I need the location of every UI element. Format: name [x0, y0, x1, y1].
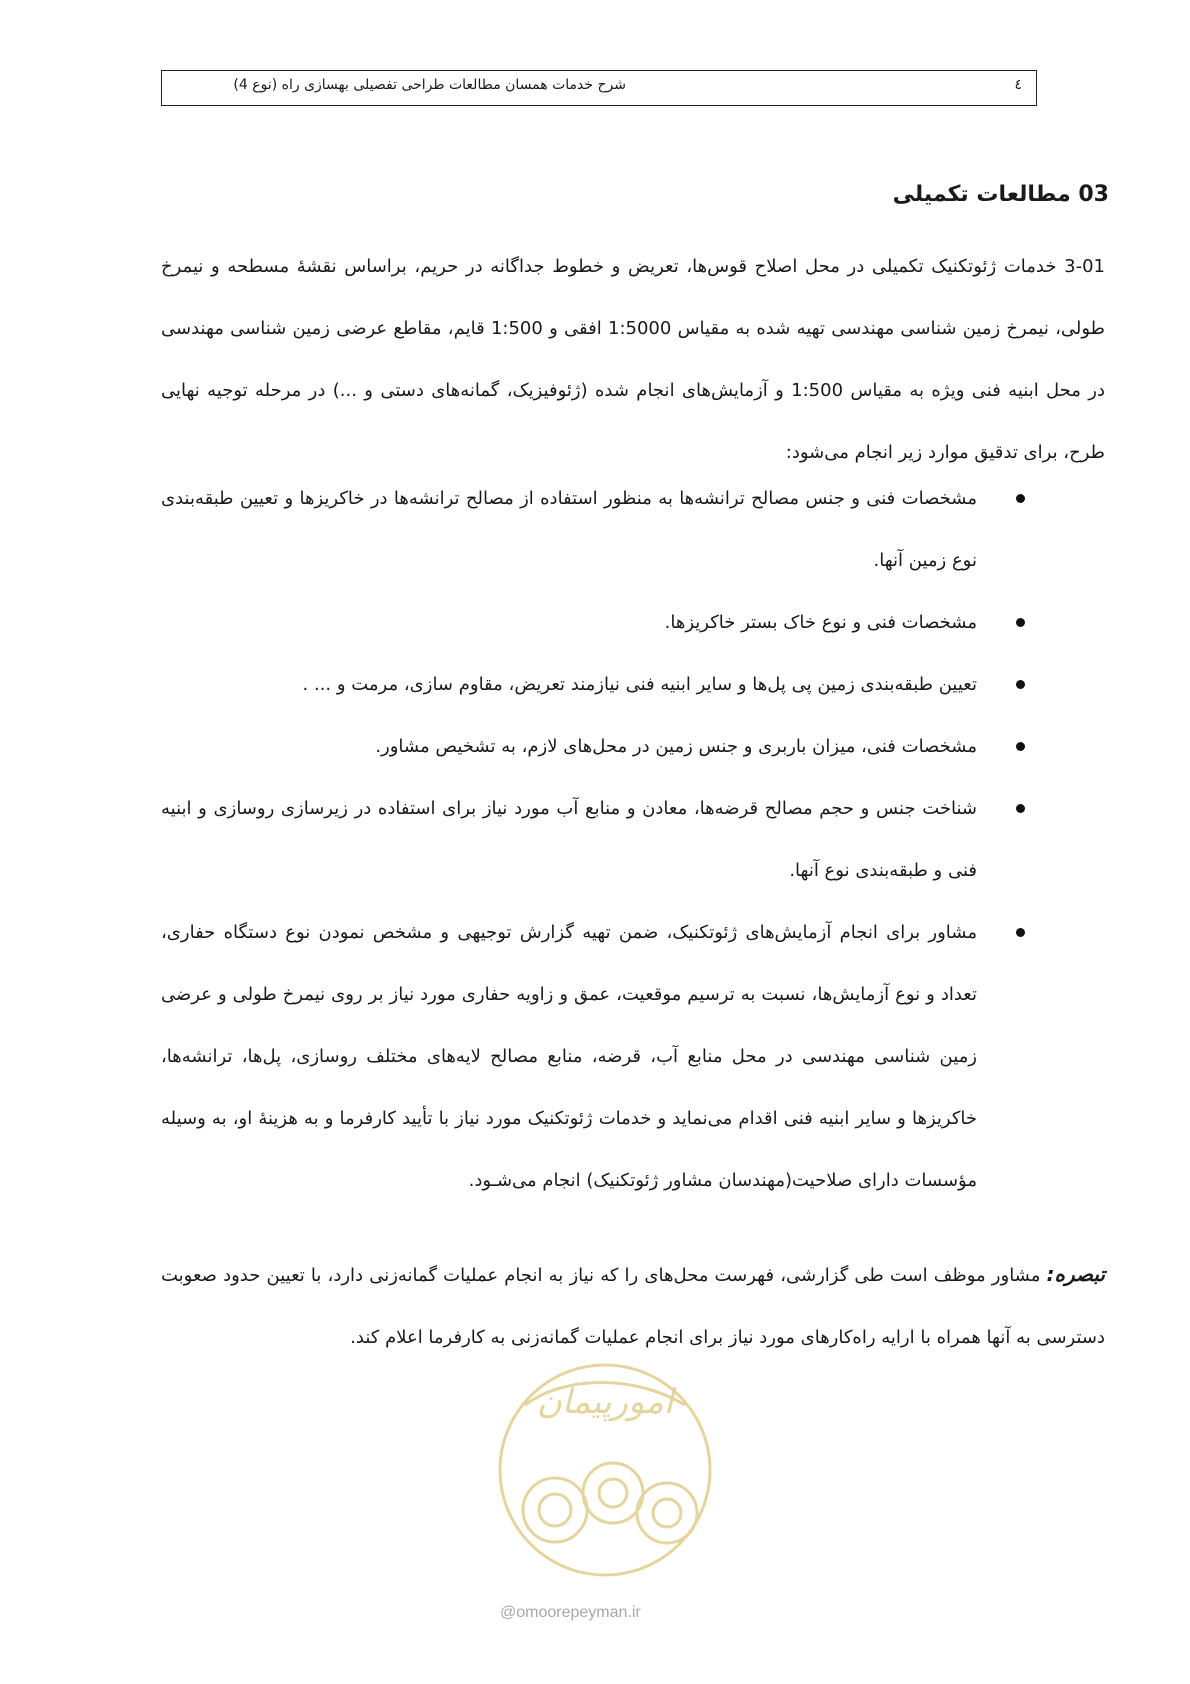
bullet-icon [1016, 618, 1025, 627]
list-item [161, 654, 1105, 716]
list-item [161, 902, 1105, 1212]
page-header [161, 70, 1037, 106]
header-title: شرح خدمات همسان مطالعات طراحی تفصیلی بهسازی راه (نوع 4) [233, 77, 626, 93]
list-item-text: مشخصات فنی و جنس مصالح ترانشه‌ها به منظور استفاده از مصالح ترانشه‌ها در خاکریزها و تعیین طبقه‌بندی نوع زمین آنها. [161, 488, 977, 571]
list-item-text: شناخت جنس و حجم مصالح قرضه‌ها، معادن و منابع آب مورد نیاز برای استفاده در زیرسازی روسازی و ابنیه فنی و طبقه‌بندی نوع آنها. [161, 798, 977, 881]
list-item-text: تعیین طبقه‌بندی زمین پی پل‌ها و سایر ابنیه فنی نیازمند تعریض، مقاوم سازی، مرمت و ... . [302, 674, 977, 695]
bullet-icon [1016, 742, 1025, 751]
page-number: ٤ [1014, 77, 1022, 93]
list-item-text: مشاور برای انجام آزمایش‌های ژئوتکنیک، ضمن تهیه گزارش توجیهی و مشخص نمودن نوع دستگاه حفاری، تعداد و نوع آزمایش‌ها، نسبت به ترسیم موقعیت، عمق و زاویه حفاری مورد نیاز بر روی نیمرخ طولی و عرضی زمین شناسی مهندسی در محل منابع آب، قرضه، منابع مصالح لایه‌های مختلف روسازی، پل‌ها، ترانشه‌ها، خاکریزها و سایر ابنیه فنی اقدام می‌نماید و خدمات ژئوتکنیک مورد نیاز با تأیید کارفرما و به هزینهٔ او، به وسیله مؤسسات دارای صلاحیت(مهندسان مشاور ژئوتکنیک) انجام می‌شـود. [161, 922, 977, 1191]
list-item [161, 716, 1105, 778]
list-item-text: مشخصات فنی، میزان باربری و جنس زمین در محل‌های لازم، به تشخیص مشاور. [375, 736, 977, 757]
note-text: مشاور موظف است طی گزارشی، فهرست محل‌های را که نیاز به انجام عملیات گمانه‌زنی دارد، با تعیین حدود صعوبت دسترسی به آنها همراه با ارایه راه‌کارهای مورد نیاز برای انجام عملیات گمانه‌زنی به کارفرما اعلام کند. [161, 1265, 1105, 1348]
bullet-list [161, 468, 1105, 1212]
list-item [161, 778, 1105, 902]
bullet-icon [1016, 680, 1025, 689]
bullet-icon [1016, 928, 1025, 937]
watermark-url: @omoorepeyman.ir [500, 1604, 641, 1621]
watermark-logo-icon [485, 1335, 725, 1605]
intro-paragraph: 3-01 خدمات ژئوتکنیک تکمیلی در محل اصلاح قوس‌ها، تعریض و خطوط جداگانه در حریم، براساس نقشهٔ مسطحه و نیمرخ طولی، نیمرخ زمین شناسی مهندسی تهیه شده به مقیاس 1:5000 افقی و 1:500 قایم، مقاطع عرضی زمین شناسی مهندسی در محل ابنیه فنی ویژه به مقیاس 1:500 و آزمایش‌های انجام شده (ژئوفیزیک، گمانه‌های دستی و ...) در مرحله توجیه نهایی طرح، برای تدقیق موارد زیر انجام می‌شود: [161, 256, 1106, 463]
list-item [161, 468, 1105, 592]
section-heading: 03 مطالعات تکمیلی [892, 182, 1109, 207]
list-item [161, 592, 1105, 654]
svg-text:امورپیمان: امورپیمان [536, 1382, 674, 1422]
list-item-text: مشخصات فنی و نوع خاک بستر خاکریزها. [664, 612, 977, 633]
bullet-icon [1016, 804, 1025, 813]
note-label: تبصره: [1046, 1262, 1105, 1286]
bullet-icon [1016, 494, 1025, 503]
